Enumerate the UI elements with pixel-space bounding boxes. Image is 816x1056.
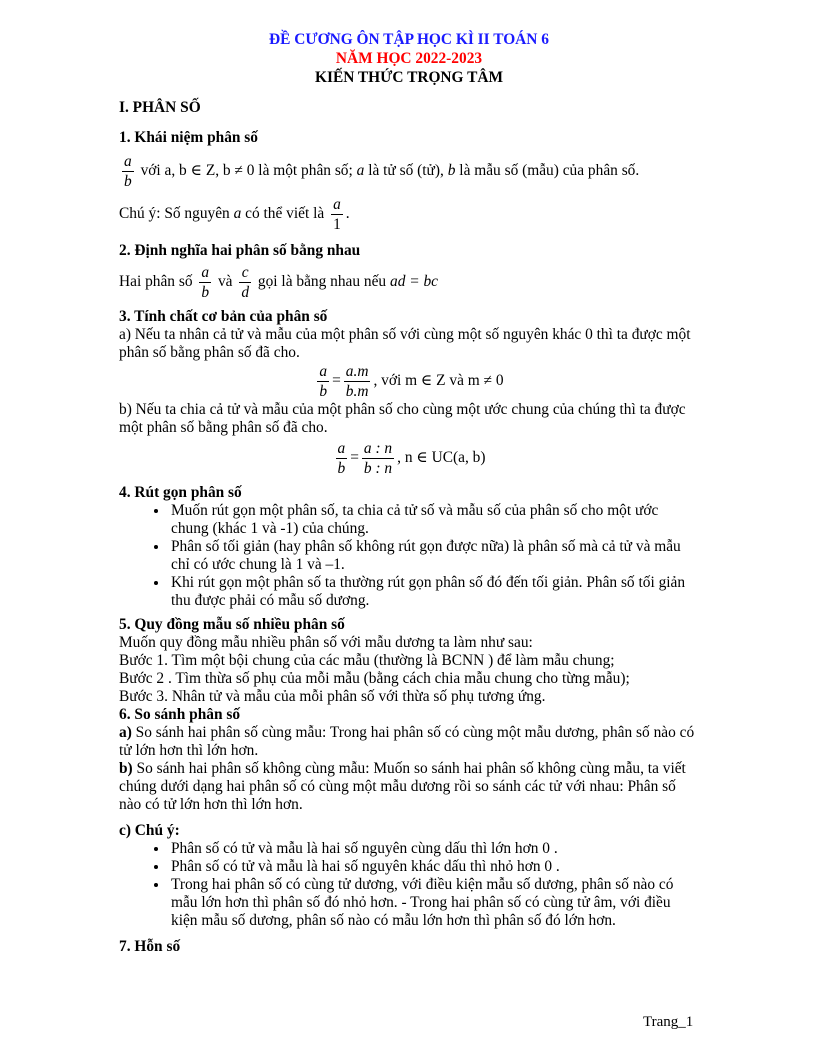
equality-formula: ad = bc xyxy=(390,273,438,291)
list-item: • Phân số tối giản (hay phân số không rút gọn được nữa) là phân số mà cả tử và mẫu chỉ có ước chung là 1 và –1. xyxy=(169,538,699,574)
section-1-definition: $\frac{a}{b}$ với a, b ∈ Z, b ≠ 0 là một phân số; a là tử số (tử), b là mẫu số (mẫu) của phân số. xyxy=(124,153,640,190)
list-item: • Phân số có tử và mẫu là hai số nguyên cùng dấu thì lớn hơn 0 . xyxy=(169,840,699,858)
section-5-line: Bước 3. Nhân tử và mẫu của mỗi phân số với thừa số phụ tương ứng. xyxy=(119,688,546,705)
list-item: • Trong hai phân số có cùng tử dương, với điều kiện mẫu số dương, phân số nào có mẫu lớn hơn thì phân số đó nhỏ hơn. - Trong hai phân số có cùng tử âm, với điều kiện mẫu số dương, phân số nào có mẫu lớn hơn thì phân số đó lớn hơn. xyxy=(169,876,699,930)
fraction-a-over-1: $\frac{a}{1}$ xyxy=(333,196,341,233)
list-item: • Phân số có tử và mẫu là hai số nguyên khác dấu thì nhỏ hơn 0 . xyxy=(169,858,699,876)
section-5-heading: 5. Quy đồng mẫu số nhiều phân số xyxy=(119,616,345,633)
section-7-heading: 7. Hỗn số xyxy=(119,938,181,955)
section-6-note-heading: c) Chú ý: xyxy=(119,822,180,839)
section-6-part-b: b) So sánh hai phân số không cùng mẫu: Muốn so sánh hai phân số không cùng mẫu, ta viết chúng dưới dạng hai phân số có cùng một mẫu dương rồi so sánh các tử với nhau: Phân số nào có tử lớn hơn thì lớn hơn. xyxy=(119,760,686,813)
page-number: Trang_1 xyxy=(643,1014,694,1030)
section-4-list xyxy=(119,502,699,610)
document-subtitle: KIẾN THỨC TRỌNG TÂM xyxy=(315,69,503,86)
section-3-part-a-formula: $\frac{a}{b}$ = $\frac{a.m}{b.m}$ , với m ∈ Z và m ≠ 0 xyxy=(319,363,504,400)
section-3-part-b-formula: $\frac{a}{b}$ = $\frac{a : n}{b : n}$ , n ∈ UC(a, b) xyxy=(337,440,486,477)
part-heading-fractions: I. PHÂN SỐ xyxy=(119,99,201,116)
section-5-line: Muốn quy đồng mẫu nhiều phân số với mẫu dương ta làm như sau: xyxy=(119,634,533,651)
fraction-c-over-d: $\frac{c}{d}$ xyxy=(241,264,250,301)
section-1-note: Chú ý: Số nguyên a có thể viết là $\frac{a}{1}$ . xyxy=(119,196,350,233)
section-3-heading: 3. Tính chất cơ bản của phân số xyxy=(119,308,328,325)
section-2-definition: Hai phân số $\frac{a}{b}$ và $\frac{c}{d}$ gọi là bằng nhau nếu ad = bc xyxy=(119,264,438,301)
section-6-part-a: a) So sánh hai phân số cùng mẫu: Trong hai phân số có cùng một mẫu dương, phân số nào có tử lớn hơn thì lớn hơn. xyxy=(119,724,695,759)
section-3-part-b-text: b) Nếu ta chia cả tử và mẫu của một phân số cho cùng một ước chung của chúng thì ta được một phân số bằng phân số đã cho. xyxy=(119,401,686,436)
list-item: • Muốn rút gọn một phân số, ta chia cả tử số và mẫu số của phân số cho một ước chung (khác 1 và -1) của chúng. xyxy=(169,502,699,538)
section-5-line: Bước 1. Tìm một bội chung của các mẫu (thường là BCNN ) để làm mẫu chung; xyxy=(119,652,615,669)
section-6-note-list xyxy=(119,840,699,930)
section-2-heading: 2. Định nghĩa hai phân số bằng nhau xyxy=(119,242,361,259)
document-title: ĐỀ CƯƠNG ÔN TẬP HỌC KÌ II TOÁN 6 xyxy=(269,31,549,48)
section-5-line: Bước 2 . Tìm thừa số phụ của mỗi mẫu (bằng cách chia mẫu chung cho từng mẫu); xyxy=(119,670,630,687)
section-6-heading: 6. So sánh phân số xyxy=(119,706,241,723)
school-year: NĂM HỌC 2022-2023 xyxy=(335,50,483,67)
fraction-a-over-b: $\frac{a}{b}$ xyxy=(124,153,132,190)
document-page xyxy=(119,30,699,956)
list-item: • Khi rút gọn một phân số ta thường rút gọn phân số đó đến tối giản. Phân số tối giản thu được phải có mẫu số dương. xyxy=(169,574,699,610)
section-1-heading: 1. Khái niệm phân số xyxy=(119,129,258,146)
section-3-part-a-text: a) Nếu ta nhân cả tử và mẫu của một phân số với cùng một số nguyên khác 0 thì ta được một phân số bằng phân số đã cho. xyxy=(119,326,691,361)
section-4-heading: 4. Rút gọn phân số xyxy=(119,484,242,501)
fraction-a-over-b: $\frac{a}{b}$ xyxy=(201,264,210,301)
